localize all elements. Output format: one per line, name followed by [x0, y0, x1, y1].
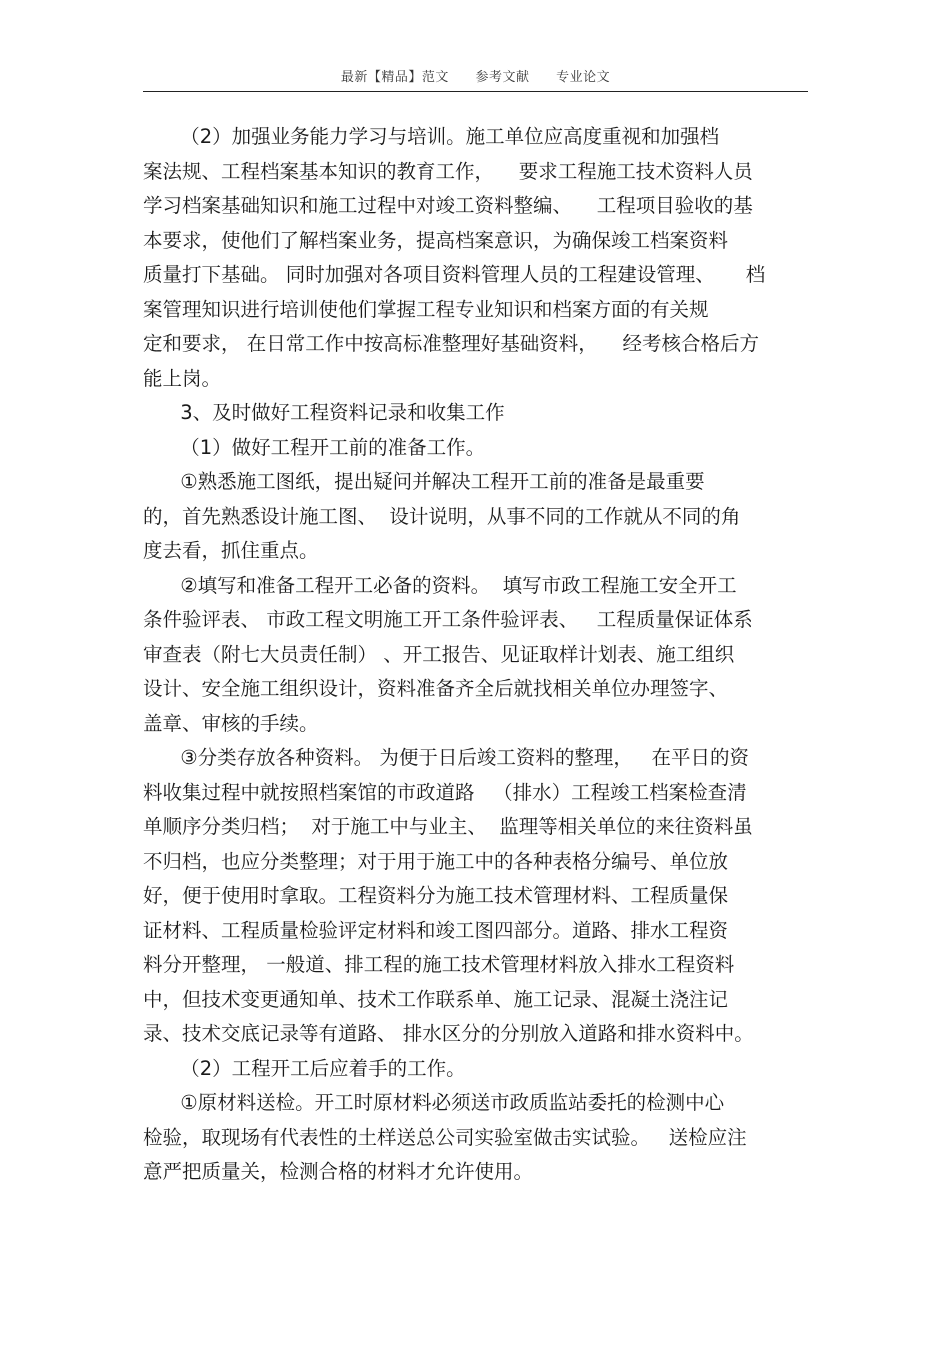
text-line: 录、技术交底记录等有道路、 排水区分的分别放入道路和排水资料中。 — [143, 1022, 754, 1045]
text-line: 案法规、工程档案基本知识的教育工作， 要求工程施工技术资料人员 — [143, 159, 753, 183]
text-line: 条件验评表、 市政工程文明施工开工条件验评表、 工程质量保证体系 — [143, 608, 753, 631]
header-item-references: 参考文献 — [475, 70, 530, 85]
header-item-latest: 最新【精品】范文 — [340, 70, 449, 85]
text-line: 盖章、审核的手续。 — [143, 711, 319, 735]
header-divider — [143, 91, 808, 92]
text-line: （2）加强业务能力学习与培训。施工单位应高度重视和加强档 — [143, 125, 720, 148]
text-line: 设计、安全施工组织设计，资料准备齐全后就找相关单位办理签字、 — [143, 677, 729, 700]
text-line: 好，便于使用时拿取。工程资料分为施工技术管理材料、工程质量保 — [143, 884, 729, 907]
text-line: 审查表（附七大员责任制） 、开工报告、见证取样计划表、施工组织 — [143, 642, 735, 666]
text-line: ①熟悉施工图纸，提出疑问并解决工程开工前的准备是最重要 — [143, 470, 705, 493]
text-line: 质量打下基础。 同时加强对各项目资料管理人员的工程建设管理、 档 — [143, 263, 766, 286]
document-body — [143, 120, 808, 1190]
text-line: 料分开整理， 一般道、排工程的施工技术管理材料放入排水工程资料 — [143, 953, 735, 976]
text-line: ①原材料送检。开工时原材料必须送市政质监站委托的检测中心 — [143, 1091, 725, 1114]
text-line: ②填写和准备工程开工必备的资料。 填写市政工程施工安全开工 — [143, 573, 737, 597]
text-line: 度去看，抓住重点。 — [143, 539, 319, 562]
text-line: 料收集过程中就按照档案馆的市政道路 （排水）工程竣工档案检查清 — [143, 780, 747, 804]
text-line: 案管理知识进行培训使他们掌握工程专业知识和档案方面的有关规 — [143, 297, 709, 321]
text-line: 证材料、工程质量检验评定材料和竣工图四部分。道路、排水工程资 — [143, 918, 729, 942]
subsection-heading: （1）做好工程开工前的准备工作。 — [143, 435, 486, 459]
text-line: ③分类存放各种资料。 为便于日后竣工资料的整理， 在平日的资 — [143, 746, 749, 769]
page-header — [143, 66, 808, 85]
text-line: 意严把质量关，检测合格的材料才允许使用。 — [143, 1160, 534, 1183]
subsection-heading: （2）工程开工后应着手的工作。 — [143, 1056, 466, 1080]
text-line: 的，首先熟悉设计施工图、 设计说明，从事不同的工作就从不同的角 — [143, 504, 741, 528]
text-line: 不归档，也应分类整理；对于用于施工中的各种表格分编号、单位放 — [143, 849, 729, 873]
text-line: 能上岗。 — [143, 366, 222, 390]
header-item-papers: 专业论文 — [556, 70, 611, 85]
text-line: 定和要求， 在日常工作中按高标准整理好基础资料， 经考核合格后方 — [143, 332, 759, 355]
text-line: 单顺序分类归档； 对于施工中与业主、 监理等相关单位的来往资料虽 — [143, 815, 753, 838]
section-heading: 3、及时做好工程资料记录和收集工作 — [143, 401, 505, 424]
text-line: 检验，取现场有代表性的土样送总公司实验室做击实试验。 送检应注 — [143, 1125, 747, 1149]
text-line: 中，但技术变更通知单、技术工作联系单、施工记录、混凝土浇注记 — [143, 987, 729, 1011]
text-line: 学习档案基础知识和施工过程中对竣工资料整编、 工程项目验收的基 — [143, 194, 753, 217]
text-line: 本要求，使他们了解档案业务，提高档案意识，为确保竣工档案资料 — [143, 228, 729, 252]
